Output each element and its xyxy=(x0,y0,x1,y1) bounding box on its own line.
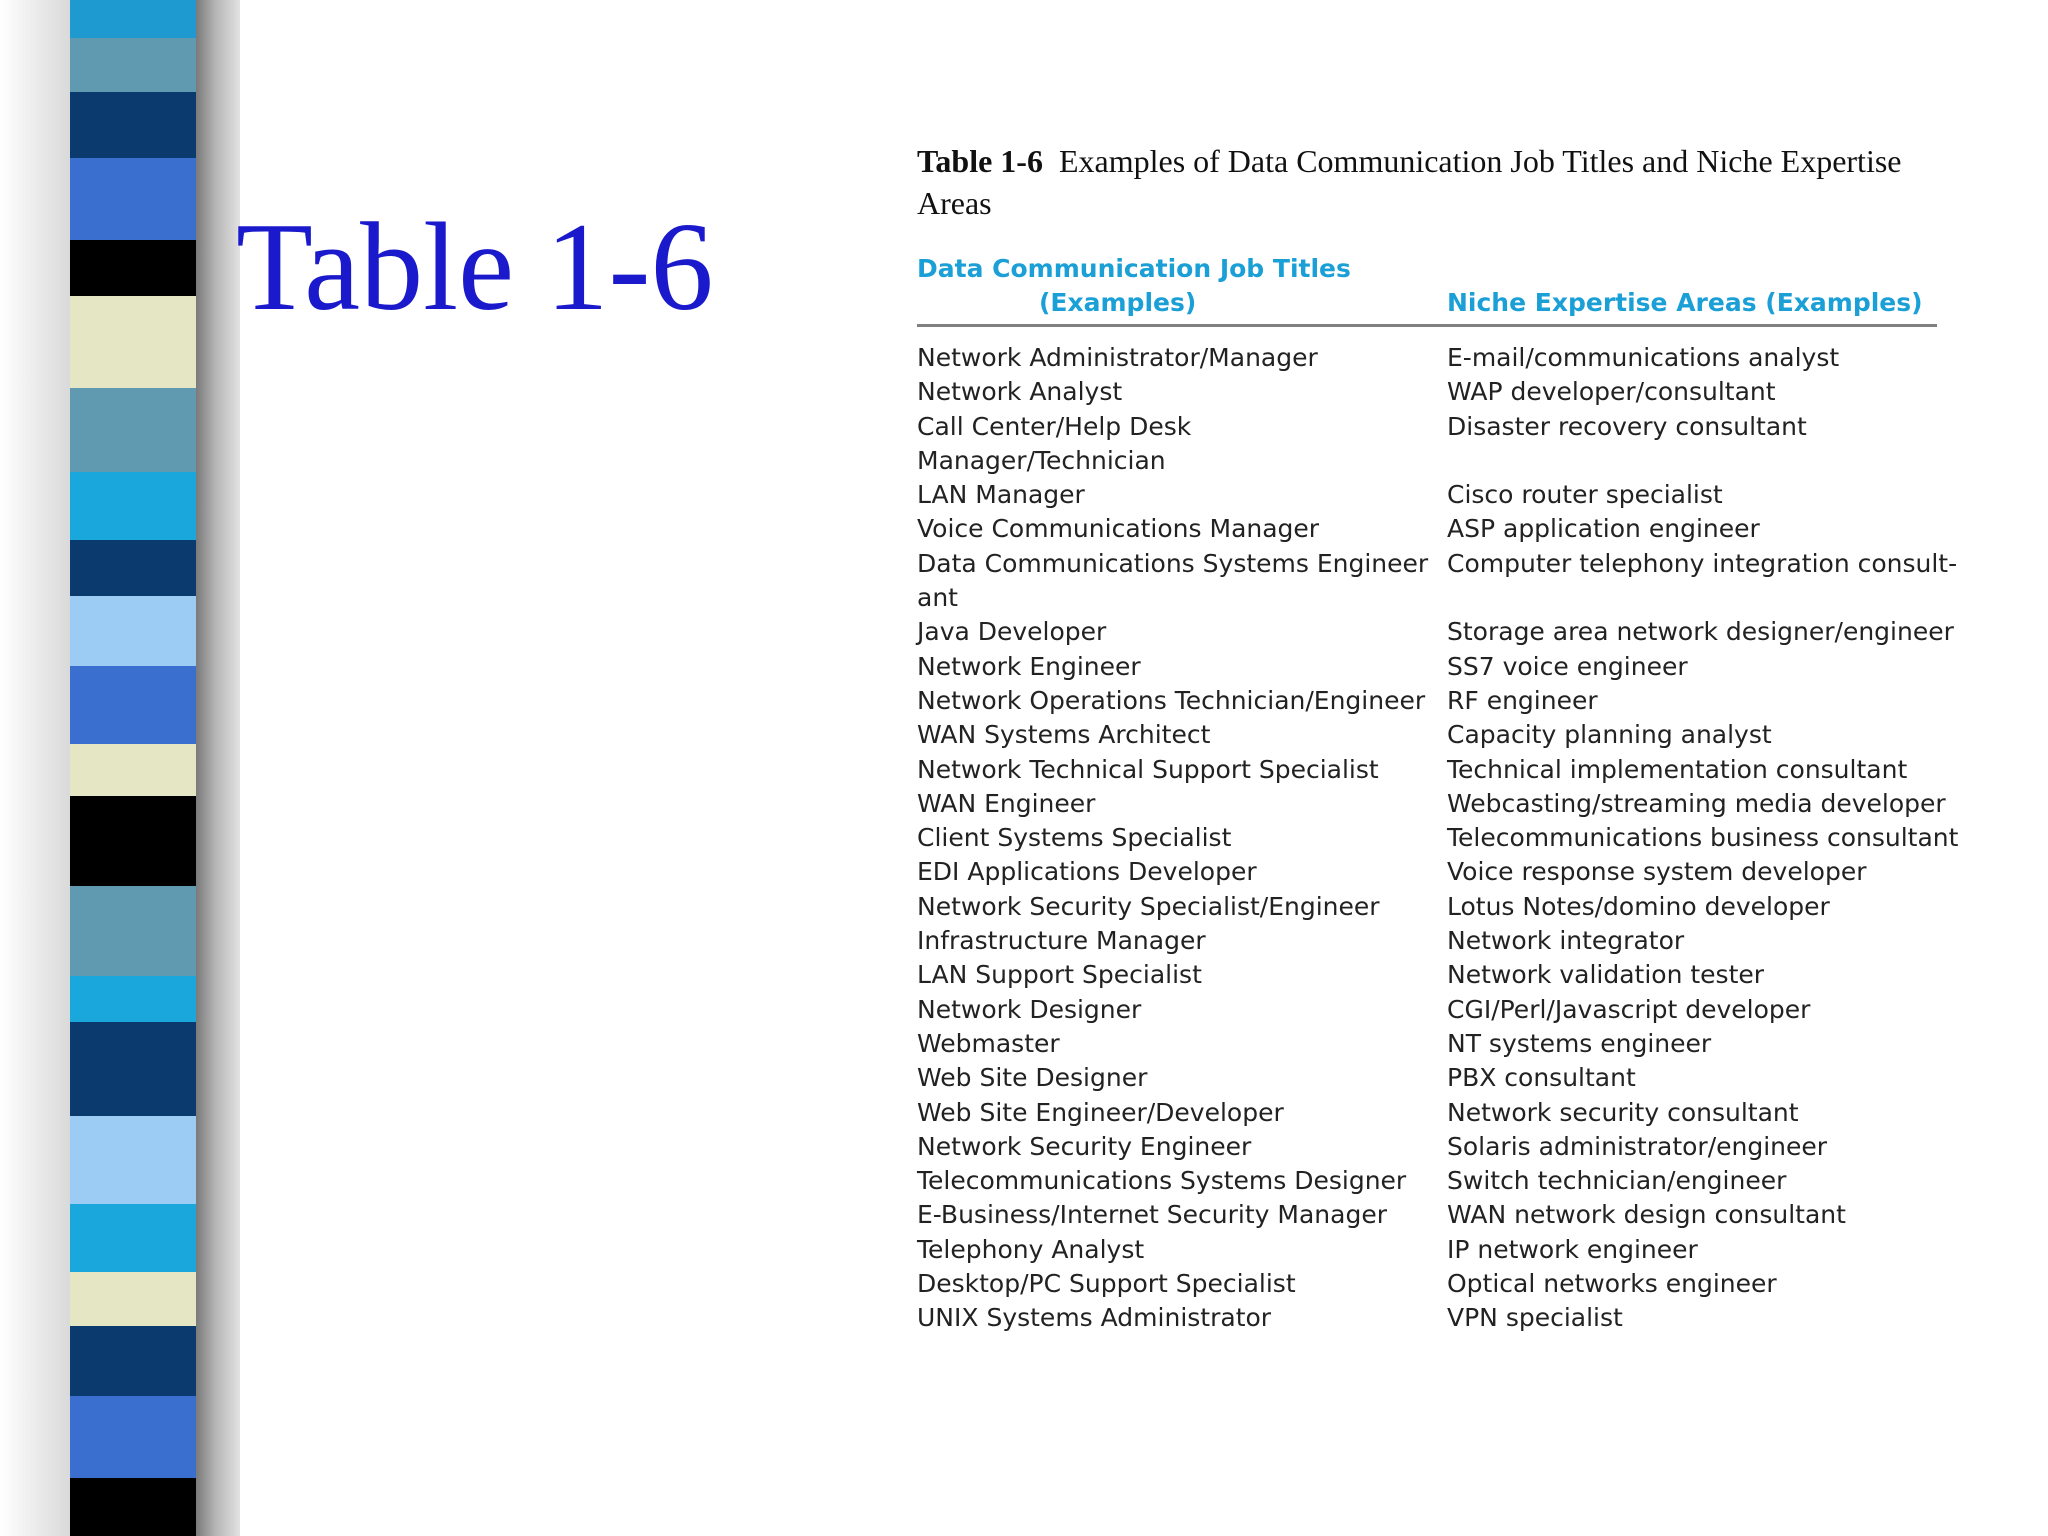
job-title-cell: E-Business/Internet Security Manager xyxy=(917,1200,1387,1230)
job-title-cell: Data Communications Systems Engineer ant xyxy=(917,548,1429,613)
niche-area-cell: IP network engineer xyxy=(1447,1234,1698,1264)
table-row xyxy=(917,1096,1937,1130)
table-row xyxy=(917,1267,1937,1301)
niche-area-cell: E-mail/communications analyst xyxy=(1447,343,1840,372)
job-title-cell: Web Site Engineer/Developer xyxy=(917,1097,1284,1127)
niche-area-cell: Optical networks engineer xyxy=(1447,1269,1777,1299)
table-row xyxy=(917,718,1937,752)
table-row xyxy=(917,341,1937,375)
stripe xyxy=(70,886,200,976)
table-caption xyxy=(917,140,1937,224)
job-title-cell: LAN Support Specialist xyxy=(917,960,1202,990)
job-title-cell: Desktop/PC Support Specialist xyxy=(917,1269,1296,1299)
table-row xyxy=(917,821,1959,855)
job-title-cell: LAN Manager xyxy=(917,480,1085,510)
stripe xyxy=(70,1326,200,1396)
table-row xyxy=(917,1164,1937,1198)
decorative-band-shadow xyxy=(196,0,240,1536)
niche-area-cell: Voice response system developer xyxy=(1447,857,1867,887)
stripe xyxy=(70,1116,200,1204)
stripe xyxy=(70,296,200,388)
table-row xyxy=(917,890,1937,924)
stripe xyxy=(70,1272,200,1326)
job-titles-table xyxy=(917,140,1959,1336)
niche-area-cell: Computer telephony integration consult- xyxy=(1447,548,1958,578)
niche-area-cell: Disaster recovery consultant xyxy=(1447,411,1807,441)
stripe xyxy=(70,596,200,666)
niche-area-cell: ASP application engineer xyxy=(1447,514,1760,544)
table-row xyxy=(917,787,1946,821)
stripe xyxy=(70,1478,200,1536)
table-row xyxy=(917,650,1937,684)
header-niche-areas: Niche Expertise Areas (Examples) xyxy=(1447,288,1923,317)
job-title-cell: Network Analyst xyxy=(917,377,1123,407)
table-row xyxy=(917,615,1954,649)
job-title-cell: Webmaster xyxy=(917,1028,1060,1058)
niche-area-cell: Capacity planning analyst xyxy=(1447,720,1772,750)
niche-area-cell: Network integrator xyxy=(1447,926,1685,956)
stripe xyxy=(70,0,200,38)
job-title-cell: EDI Applications Developer xyxy=(917,857,1257,887)
job-title-cell: WAN Engineer xyxy=(917,788,1096,818)
niche-area-cell: Network validation tester xyxy=(1447,960,1765,990)
stripe xyxy=(70,976,200,1022)
table-row xyxy=(917,375,1937,409)
stripe xyxy=(70,1396,200,1478)
table-body xyxy=(917,341,1959,1336)
table-row xyxy=(917,1130,1937,1164)
job-title-cell: WAN Systems Architect xyxy=(917,720,1211,750)
table-row xyxy=(917,1233,1937,1267)
niche-area-cell: CGI/Perl/Javascript developer xyxy=(1447,994,1811,1024)
stripe xyxy=(70,666,200,744)
job-title-cell: Network Technical Support Specialist xyxy=(917,754,1379,784)
niche-area-cell: Cisco router specialist xyxy=(1447,480,1723,510)
table-row xyxy=(917,684,1937,718)
job-title-cell: Network Designer xyxy=(917,994,1142,1024)
niche-area-cell: Webcasting/streaming media developer xyxy=(1447,788,1946,818)
niche-area-cell: Lotus Notes/domino developer xyxy=(1447,891,1830,921)
job-title-cell: Call Center/Help Desk Manager/Technician xyxy=(917,411,1192,475)
table-row xyxy=(917,1061,1937,1095)
stripe xyxy=(70,796,200,886)
header-job-titles xyxy=(917,252,1387,320)
niche-area-cell: VPN specialist xyxy=(1447,1303,1623,1333)
job-title-cell: Web Site Designer xyxy=(917,1063,1148,1093)
table-row xyxy=(917,855,1937,889)
stripe xyxy=(70,1204,200,1272)
stripe xyxy=(70,540,200,596)
stripe xyxy=(70,240,200,296)
niche-area-cell: SS7 voice engineer xyxy=(1447,651,1688,681)
table-caption-text: Examples of Data Communication Job Titles and Niche Expertise Areas xyxy=(917,143,1902,221)
job-title-cell: Java Developer xyxy=(917,617,1107,647)
table-row xyxy=(917,958,1937,992)
job-title-cell: Infrastructure Manager xyxy=(917,926,1206,956)
job-title-cell: Network Engineer xyxy=(917,651,1141,681)
job-title-cell: Voice Communications Manager xyxy=(917,514,1320,544)
stripe xyxy=(70,472,200,540)
table-row xyxy=(917,1198,1937,1232)
job-title-cell: Network Operations Technician/Engineer xyxy=(917,685,1426,715)
table-row xyxy=(917,993,1937,1027)
niche-area-cell: Solaris administrator/engineer xyxy=(1447,1131,1828,1161)
table-header xyxy=(917,248,1937,327)
niche-area-cell: Switch technician/engineer xyxy=(1447,1166,1787,1196)
niche-area-cell: WAP developer/consultant xyxy=(1447,377,1776,407)
table-row xyxy=(917,478,1937,512)
table-caption-label: Table 1-6 xyxy=(917,143,1043,179)
niche-area-cell: Telecommunications business consultant xyxy=(1447,823,1959,853)
decorative-stripes xyxy=(70,0,200,1536)
niche-area-cell: Network security consultant xyxy=(1447,1097,1799,1127)
job-title-cell: Telecommunications Systems Designer xyxy=(917,1166,1407,1196)
job-title-cell: Network Administrator/Manager xyxy=(917,343,1318,372)
stripe xyxy=(70,388,200,472)
stripe xyxy=(70,744,200,796)
table-row xyxy=(917,1301,1937,1335)
table-row xyxy=(917,547,1958,616)
job-title-cell: Telephony Analyst xyxy=(917,1234,1145,1264)
table-row xyxy=(917,512,1937,546)
stripe xyxy=(70,158,200,240)
niche-area-cell: RF engineer xyxy=(1447,685,1598,715)
header-job-titles-line1: Data Communication Job Titles xyxy=(917,254,1351,283)
stripe xyxy=(70,92,200,158)
niche-area-cell: Storage area network designer/engineer xyxy=(1447,617,1954,647)
niche-area-cell: PBX consultant xyxy=(1447,1063,1636,1093)
table-row xyxy=(917,1027,1937,1061)
header-job-titles-line2: (Examples) xyxy=(1039,288,1197,317)
job-title-cell: Client Systems Specialist xyxy=(917,823,1232,853)
table-row xyxy=(917,410,1937,479)
stripe xyxy=(70,1022,200,1116)
job-title-cell: Network Security Specialist/Engineer xyxy=(917,891,1380,921)
table-row xyxy=(917,924,1937,958)
job-title-cell: Network Security Engineer xyxy=(917,1131,1252,1161)
slide-title: Table 1-6 xyxy=(236,198,714,337)
niche-area-cell: NT systems engineer xyxy=(1447,1028,1712,1058)
table-row xyxy=(917,753,1937,787)
stripe xyxy=(70,38,200,92)
niche-area-cell: WAN network design consultant xyxy=(1447,1200,1846,1230)
niche-area-cell: Technical implementation consultant xyxy=(1447,754,1908,784)
job-title-cell: UNIX Systems Administrator xyxy=(917,1303,1272,1333)
